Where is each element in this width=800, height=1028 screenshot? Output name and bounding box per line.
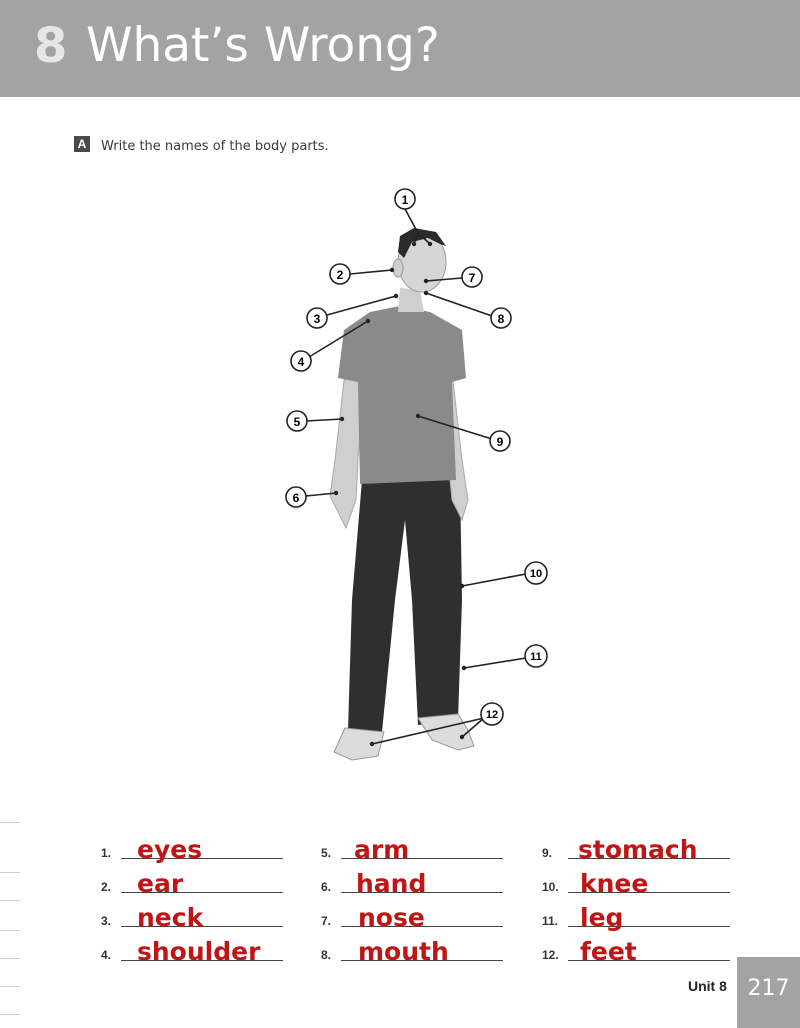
callout-3 bbox=[307, 308, 327, 328]
callout-number: 4 bbox=[297, 355, 305, 369]
callout-7 bbox=[462, 267, 482, 287]
margin-tick bbox=[0, 986, 20, 987]
answer-row bbox=[101, 930, 311, 964]
answer-row bbox=[542, 930, 752, 964]
answer-number: 4. bbox=[101, 948, 112, 962]
answer-row bbox=[321, 930, 531, 964]
answer-row bbox=[101, 828, 311, 862]
callout-number: 10 bbox=[529, 568, 543, 580]
callout-8 bbox=[491, 308, 511, 328]
answer-text: hand bbox=[356, 869, 427, 898]
answers-column-2 bbox=[321, 828, 531, 964]
answer-number: 2. bbox=[101, 880, 112, 894]
answer-text: knee bbox=[580, 869, 649, 898]
answer-row bbox=[321, 896, 531, 930]
answer-text: leg bbox=[580, 903, 624, 932]
exercise-instruction: Write the names of the body parts. bbox=[101, 139, 329, 154]
margin-tick bbox=[0, 872, 20, 873]
answer-text: mouth bbox=[358, 937, 449, 966]
answer-row bbox=[101, 862, 311, 896]
callout-number: 2 bbox=[336, 268, 344, 282]
answer-number: 11. bbox=[542, 914, 559, 928]
callout-5 bbox=[287, 411, 307, 431]
margin-tick bbox=[0, 958, 20, 959]
answer-number: 6. bbox=[321, 880, 332, 894]
callout-11 bbox=[525, 645, 547, 667]
callout-9 bbox=[490, 431, 510, 451]
answer-text: feet bbox=[580, 937, 637, 966]
unit-number: 8 bbox=[34, 18, 68, 74]
callout-number: 5 bbox=[293, 415, 301, 429]
answer-row bbox=[542, 862, 752, 896]
callout-number: 8 bbox=[497, 312, 505, 326]
callout-2 bbox=[330, 264, 350, 284]
answer-row bbox=[321, 828, 531, 862]
page-number: 217 bbox=[737, 957, 800, 1028]
answer-row bbox=[101, 896, 311, 930]
answers-column-3 bbox=[542, 828, 752, 964]
answer-row bbox=[542, 828, 752, 862]
margin-tick bbox=[0, 822, 20, 823]
page-title: What’s Wrong? bbox=[86, 18, 440, 73]
callout-4 bbox=[291, 351, 311, 371]
answers-column-1 bbox=[101, 828, 311, 964]
answer-text: stomach bbox=[578, 835, 698, 864]
answer-number: 12. bbox=[542, 948, 559, 962]
section-badge: A bbox=[74, 136, 90, 152]
callout-10 bbox=[525, 562, 547, 584]
margin-tick bbox=[0, 1014, 20, 1015]
answer-number: 9. bbox=[542, 846, 553, 860]
callout-number: 11 bbox=[530, 651, 542, 663]
answer-number: 1. bbox=[101, 846, 112, 860]
callout-number: 7 bbox=[468, 271, 476, 285]
answer-number: 5. bbox=[321, 846, 332, 860]
callout-number: 3 bbox=[313, 312, 321, 326]
answer-text: shoulder bbox=[137, 937, 261, 966]
answer-text: ear bbox=[137, 869, 184, 898]
answer-number: 10. bbox=[542, 880, 559, 894]
margin-tick bbox=[0, 900, 20, 901]
answer-number: 8. bbox=[321, 948, 332, 962]
callout-12 bbox=[481, 703, 503, 725]
margin-tick bbox=[0, 930, 20, 931]
answer-number: 3. bbox=[101, 914, 112, 928]
answer-text: nose bbox=[358, 903, 425, 932]
callout-6 bbox=[286, 487, 306, 507]
answer-row bbox=[542, 896, 752, 930]
callout-number: 9 bbox=[496, 435, 504, 449]
answer-row bbox=[321, 862, 531, 896]
answer-text: neck bbox=[137, 903, 204, 932]
answer-number: 7. bbox=[321, 914, 332, 928]
footer-unit-label: Unit 8 bbox=[688, 978, 727, 994]
answer-text: eyes bbox=[137, 835, 203, 864]
answer-text: arm bbox=[354, 835, 410, 864]
callout-1 bbox=[395, 189, 415, 209]
callout-number: 1 bbox=[401, 193, 409, 207]
callout-number: 12 bbox=[485, 709, 499, 721]
callout-number: 6 bbox=[292, 491, 300, 505]
